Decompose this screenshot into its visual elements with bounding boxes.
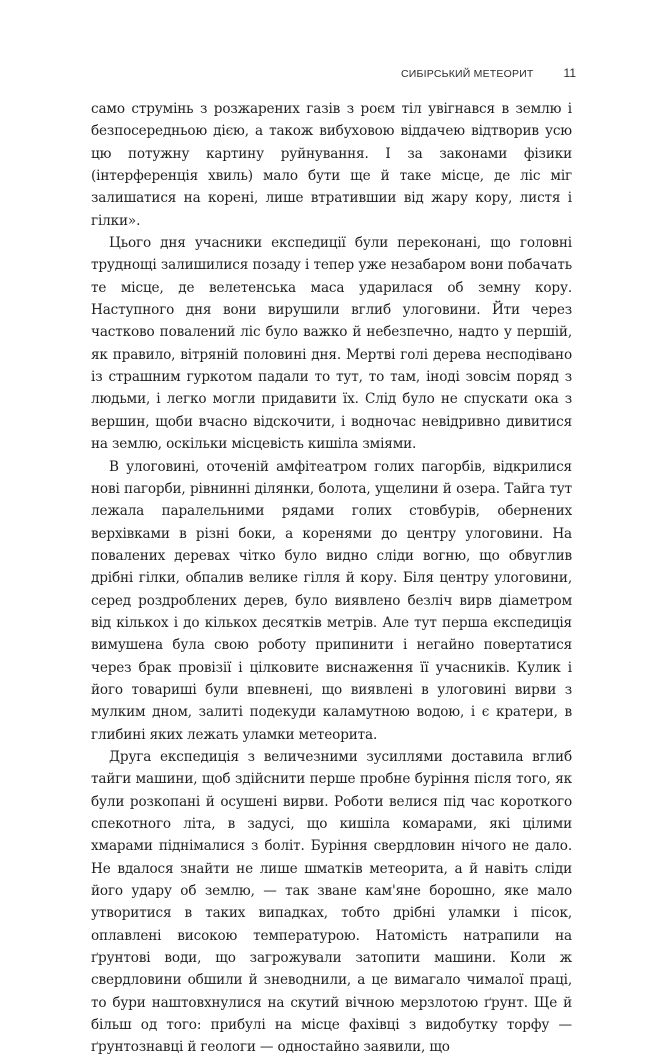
paragraph: Цього дня учасники експедиції були переконані, що головні труднощі залишилися позаду і тепер уже незабаром вони побачать те місце, де велетенська маса ударилася об земну кору. Наступного дня вони вирушили вглиб улоговини. Йти через частково повалений ліс було важко й небезпечно, надто у першій, як правило, вітряній половині дня. Мертві голі дерева несподівано із страшним гуркотом падали то тут, то там, іноді зовсім поряд з людьми, і легко могли придавити їх. Слід було не спускати ока з вершин, щоби вчасно відскочити, і водночас невідривно дивитися на землю, оскільки місцевість кишіла зміями. (91, 235, 572, 453)
page-number: 11 (563, 66, 576, 80)
paragraph-continued: само струмінь з розжарених газів з роєм тіл увігнався в землю і безпосередньою дією, а також вибуховою віддачею відтворив усю цю потужну картину руйнування. І за законами фізики (інтерференція хвиль) мало бути ще й таке місце, де ліс міг залишатися на корені, лише втратившии від жару кору, листя і гілки». (91, 101, 572, 229)
paragraph: В улоговині, оточеній амфітеатром голих пагорбів, відкрилися нові пагорби, рівнинні ділянки, болота, ущелини й озера. Тайга тут лежала паралельними рядами голих стовбурів, обернених верхівками в різні боки, а коренями до центру улоговини. На повалених деревах чітко було видно сліди вогню, що обвуглив дрібні гілки, обпалив велике гілля й кору. Біля центру улоговини, серед роздроблених дерев, було виявлено безліч вирв діаметром від кількох і до кількох десятків метрів. Але тут перша експедиція вимушена була свою роботу припинити і негайно повертатися через брак провізії і цілковите виснаження її учасників. Кулик і його товариші були впевнені, що виявлені в улоговині вирви з мулким дном, залиті подекуди каламутною водою, і є кратери, в глибині яких лежать уламки метеорита. (91, 458, 572, 743)
body-text (91, 98, 572, 1059)
paragraph: Друга експедиція з величезними зусиллями доставила вглиб тайги машини, щоб здійснити перше пробне буріння після того, як були розкопані й осушені вирви. Роботи велися під час короткого спекотного літа, в задусі, що кишіла комарами, які цілими хмарами піднімалися з боліт. Буріння свердловин нічого не дало. Не вдалося знайти не лише шматків метеорита, а й навіть сліди його удару об землю, — так зване кам'яне борошно, яке мало утворитися в таких випадках, тобто дрібні уламки і пісок, оплавлені високою температурою. Натомість натрапили на ґрунтові води, що загрожували затопити машини. Коли ж свердловини обшили й зневоднили, а це вимагало чималої праці, то бури наштовхнулися на скутий вічною мерзлотою ґрунт. Ще й більш од того: прибулі на місце фахівці з видобутку торфу — ґрунтознавці й геологи — одностайно заявили, що (91, 748, 572, 1056)
running-title: СИБІРСЬКИЙ МЕТЕОРИТ (401, 68, 534, 80)
running-header (0, 66, 576, 82)
